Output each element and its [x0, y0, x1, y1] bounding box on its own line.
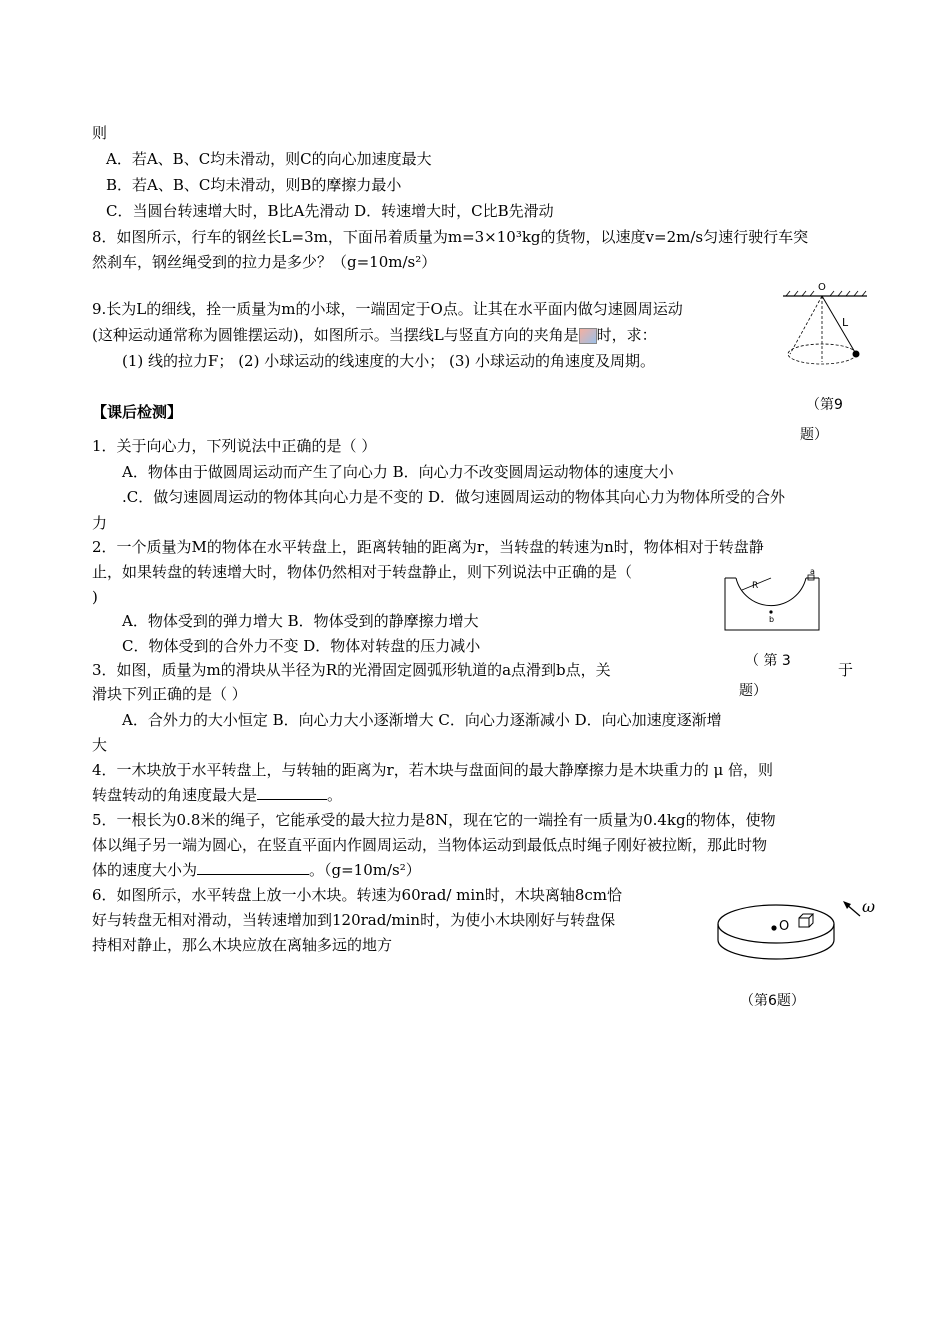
fig3-caption-2: 题）: [739, 683, 767, 699]
p1-options-cd-cont: 力: [92, 514, 108, 532]
fig6-label-omega: ω: [862, 897, 876, 916]
fig9-label-l: L: [842, 316, 849, 329]
p6-line2: 好与转盘无相对滑动，当转速增加到120rad/min时，为使小木块刚好与转盘保: [92, 911, 616, 929]
p1-stem: 1．关于向心力，下列说法中正确的是（ ）: [92, 437, 377, 455]
q8-line2: 然刹车，钢丝绳受到的拉力是多少？（g=10m/s²）: [92, 253, 437, 271]
p3-line1: 3．如图，质量为m的滑块从半径为R的光滑固定圆弧形轨道的a点滑到b点，关: [92, 661, 611, 679]
fig3-label-r: R: [752, 581, 759, 591]
p1-options-ab: A．物体由于做圆周运动而产生了向心力 B．向心力不改变圆周运动物体的速度大小: [122, 463, 674, 481]
figure-arc-track: [722, 567, 822, 634]
p2-line1: 2．一个质量为M的物体在水平转盘上，距离转轴的距离为r，当转盘的转速为n时，物体相对于转盘静: [92, 538, 764, 556]
p3-line1-end: 于: [838, 661, 854, 679]
p5-line3: [92, 860, 421, 880]
p5-line2: 体以绳子另一端为圆心，在竖直平面内作圆周运动，当物体运动到最低点时绳子刚好被拉断，那此时物: [92, 836, 768, 854]
q9-line2: [92, 325, 657, 345]
q7-option-cd: C．当圆台转速增大时，B比A先滑动 D．转速增大时，C比B先滑动: [106, 202, 554, 220]
figure-conical-pendulum: [780, 282, 870, 382]
p3-options-cont: 大: [92, 736, 108, 754]
fig3-label-b: b: [769, 615, 775, 624]
p5-line1: 5．一根长为0.8米的绳子，它能承受的最大拉力是8N，现在它的一端拴有一质量为0.4kg的物体，使物: [92, 811, 776, 829]
p3-line2: 滑块下列正确的是（ ）: [92, 685, 247, 703]
q7-option-a: A．若A、B、C均未滑动，则C的向心加速度最大: [106, 150, 432, 168]
p4-end: 。: [327, 786, 343, 804]
p4-line1: 4．一木块放于水平转盘上，与转轴的距离为r，若木块与盘面间的最大静摩擦力是木块重力的 μ 倍，则: [92, 761, 774, 779]
p2-options-cd: C．物体受到的合外力不变 D．物体对转盘的压力减小: [122, 637, 481, 655]
q7-option-b: B．若A、B、C均未滑动，则B的摩擦力最小: [106, 176, 402, 194]
figure-turntable: [712, 892, 894, 972]
q9-line2-b: 时，求：: [596, 326, 657, 344]
p2-line2: 止，如果转盘的转速增大时，物体仍然相对于转盘静止，则下列说法中正确的是（: [92, 563, 633, 581]
p3-options: A．合外力的大小恒定 B．向心力大小逐渐增大 C．向心力逐渐减小 D．向心加速度逐渐增: [122, 711, 722, 729]
p2-options-ab: A．物体受到的弹力增大 B．物体受到的静摩擦力增大: [122, 612, 479, 630]
p4-line2: [92, 785, 342, 805]
fig6-caption: （第6题）: [740, 993, 805, 1009]
p5-answer-blank[interactable]: [197, 860, 309, 875]
p2-line3: ): [92, 588, 98, 606]
p6-line3: 持相对静止，那么木块应放在离轴多远的地方: [92, 936, 393, 954]
p4-text: 转盘转动的角速度最大是: [92, 786, 258, 804]
line-ze: 则: [92, 124, 108, 142]
fig3-label-a: a: [810, 567, 815, 576]
q8-line1: 8．如图所示，行车的钢丝长L=3m，下面吊着质量为m=3×10³kg的货物，以速度v=2m/s匀速行驶行车突: [92, 228, 809, 246]
fig9-label-o: O: [818, 282, 826, 293]
fig9-caption-1: （第9: [806, 397, 843, 413]
p5-end: 。（g=10m/s²）: [309, 861, 421, 879]
fig9-caption-2: 题）: [800, 427, 828, 443]
p6-line1: 6．如图所示，水平转盘上放一小木块。转速为60rad/ min时，木块离轴8cm恰: [92, 886, 623, 904]
q9-line3: (1) 线的拉力F； (2) 小球运动的线速度的大小； (3) 小球运动的角速度及周期。: [122, 352, 655, 370]
q9-line2-a: (这种运动通常称为圆锥摆运动)，如图所示。当摆线L与竖直方向的夹角是: [92, 326, 579, 344]
section-heading: 【课后检测】: [92, 403, 183, 421]
q9-line1: 9.长为L的细线，拴一质量为m的小球，一端固定于O点。让其在水平面内做匀速圆周运动: [92, 300, 683, 318]
fig3-caption-1: （ 第 3: [745, 653, 791, 669]
fig6-label-o: O: [779, 919, 790, 934]
angle-symbol-icon: [579, 328, 597, 344]
p5-text: 体的速度大小为: [92, 861, 198, 879]
p1-options-cd: .C．做匀速圆周运动的物体其向心力是不变的 D．做匀速圆周运动的物体其向心力为物体所受的合外: [122, 488, 786, 506]
p4-answer-blank[interactable]: [257, 785, 327, 800]
